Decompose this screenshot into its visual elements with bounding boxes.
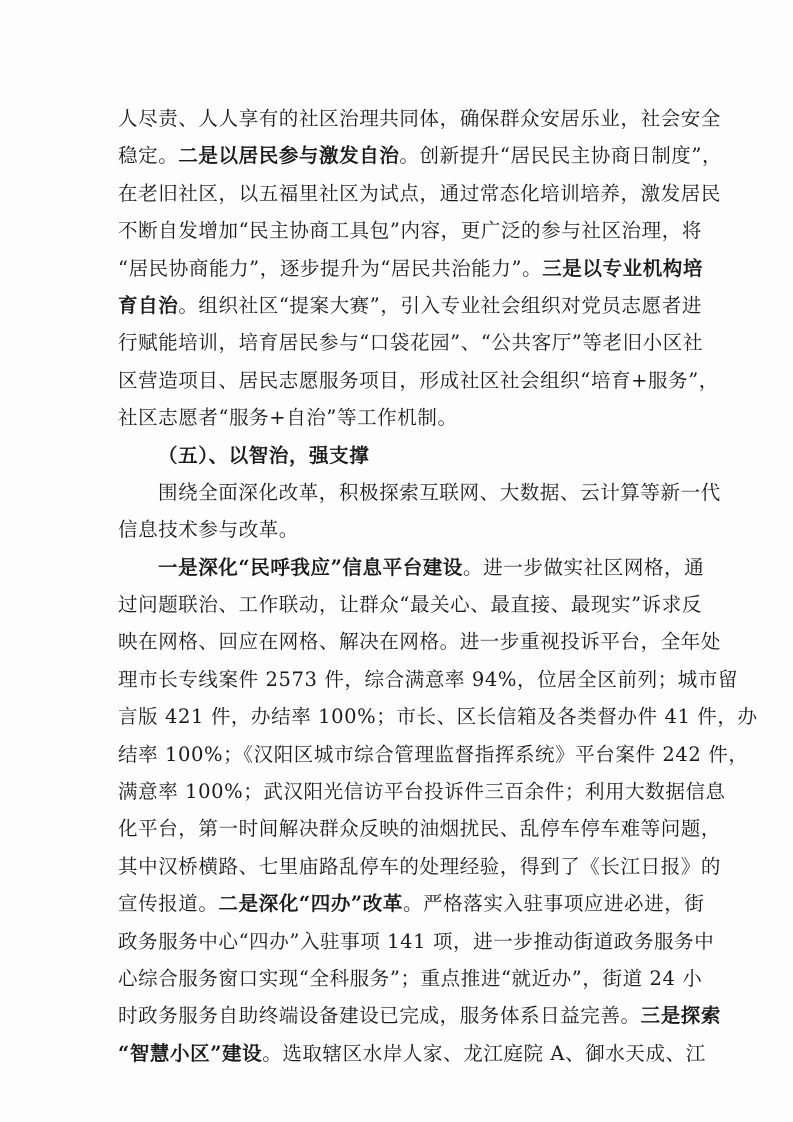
text-run: 行赋能培训，培育居民参与“口袋花园”、“公共客厅”等老旧小区社 xyxy=(118,331,703,355)
text-line xyxy=(118,250,703,287)
text-line xyxy=(118,212,702,249)
text-run: 在老旧社区，以五福里社区为试点，通过常态化培训培养，激发居民 xyxy=(118,181,722,205)
text-line xyxy=(118,736,749,773)
text-line xyxy=(118,175,722,212)
text-run: 宣传报道。 xyxy=(118,892,219,916)
text-line xyxy=(118,960,703,997)
text-line xyxy=(118,437,690,474)
text-run: 。创新提升“居民民主协商日制度”， xyxy=(399,144,723,168)
bold-phrase: 育自治 xyxy=(118,293,179,317)
text-run: 其中汉桥横路、七里庙路乱停车的处理经验，得到了《长江日报》的 xyxy=(118,854,722,878)
text-line xyxy=(118,997,722,1034)
text-run: 社区志愿者“服务+自治”等工作机制。 xyxy=(118,406,458,430)
text-run: 时政务服务自助终端设备建设已完成，服务体系日益完善。 xyxy=(118,1004,641,1028)
bold-phrase: “智慧小区”建设 xyxy=(118,1041,263,1065)
text-line xyxy=(118,324,703,361)
text-line xyxy=(118,137,723,174)
text-run: 。组织社区“提案大赛”，引入专业社会组织对党员志愿者进 xyxy=(178,293,702,317)
text-run: 。严格落实入驻事项应进必进，街 xyxy=(402,892,705,916)
text-run: 不断自发增加“民主协商工具包”内容，更广泛的参与社区治理，将 xyxy=(118,219,702,243)
text-run: 化平台，第一时间解决群众反映的油烟扰民、乱停车停车难等问题， xyxy=(118,817,722,841)
bold-phrase: （五）、以智治，强支撑 xyxy=(158,443,370,467)
text-run: 。进一步做实社区网格，通 xyxy=(463,555,705,579)
text-run: 心综合服务窗口实现“全科服务”；重点推进“就近办”，街道 24 小 xyxy=(118,966,703,990)
text-run: 过问题联治、工作联动，让群众“最关心、最直接、最现实”诉求反 xyxy=(118,593,702,617)
text-line xyxy=(118,848,722,885)
bold-phrase: 二是深化“四办”改革 xyxy=(218,892,403,916)
text-run: 围绕全面深化改革，积极探索互联网、大数据、云计算等新一代 xyxy=(158,480,721,504)
text-run: 信息技术参与改革。 xyxy=(118,518,299,542)
text-line xyxy=(118,399,690,436)
text-run: 满意率 100%；武汉阳光信访平台投诉件三百余件；利用大数据信息 xyxy=(118,780,726,804)
text-line xyxy=(118,511,690,548)
text-run: “居民协商能力”，逐步提升为“居民共治能力”。 xyxy=(118,256,543,280)
text-line xyxy=(118,661,739,698)
text-line xyxy=(118,100,722,137)
text-line xyxy=(118,287,702,324)
text-line xyxy=(118,1035,706,1072)
bold-phrase: 二是以居民参与激发自治 xyxy=(178,144,400,168)
text-line xyxy=(118,923,715,960)
bold-phrase: 三是以专业机构培 xyxy=(542,256,703,280)
text-line xyxy=(118,549,705,586)
text-run: 结率 100%；《汉阳区城市综合管理监督指挥系统》平台案件 242 件， xyxy=(118,742,749,766)
text-line xyxy=(118,810,722,847)
text-run: 。选取辖区水岸人家、龙江庭院 A、御水天成、江 xyxy=(262,1041,706,1065)
text-line xyxy=(118,586,702,623)
text-run: 理市长专线案件 2573 件，综合满意率 94%，位居全区前列；城市留 xyxy=(118,667,739,691)
text-line xyxy=(118,474,721,511)
text-line xyxy=(118,623,722,660)
text-line xyxy=(118,698,758,735)
text-line xyxy=(118,885,705,922)
text-run: 言版 421 件，办结率 100%；市长、区长信箱及各类督办件 41 件，办 xyxy=(118,705,758,729)
body-text xyxy=(118,100,758,1072)
text-run: 映在网格、回应在网格、解决在网格。进一步重视投诉平台，全年处 xyxy=(118,630,722,654)
bold-phrase: 一是深化“民呼我应”信息平台建设 xyxy=(158,555,464,579)
text-line xyxy=(118,362,719,399)
bold-phrase: 三是探索 xyxy=(640,1004,722,1028)
text-run: 稳定。 xyxy=(118,144,179,168)
text-run: 区营造项目、居民志愿服务项目，形成社区社会组织“培育+服务”， xyxy=(118,368,719,392)
text-run: 政务服务中心“四办”入驻事项 141 项，进一步推动街道政务服务中 xyxy=(118,929,715,953)
text-run: 人尽责、人人享有的社区治理共同体，确保群众安居乐业，社会安全 xyxy=(118,107,722,130)
text-line xyxy=(118,773,726,810)
